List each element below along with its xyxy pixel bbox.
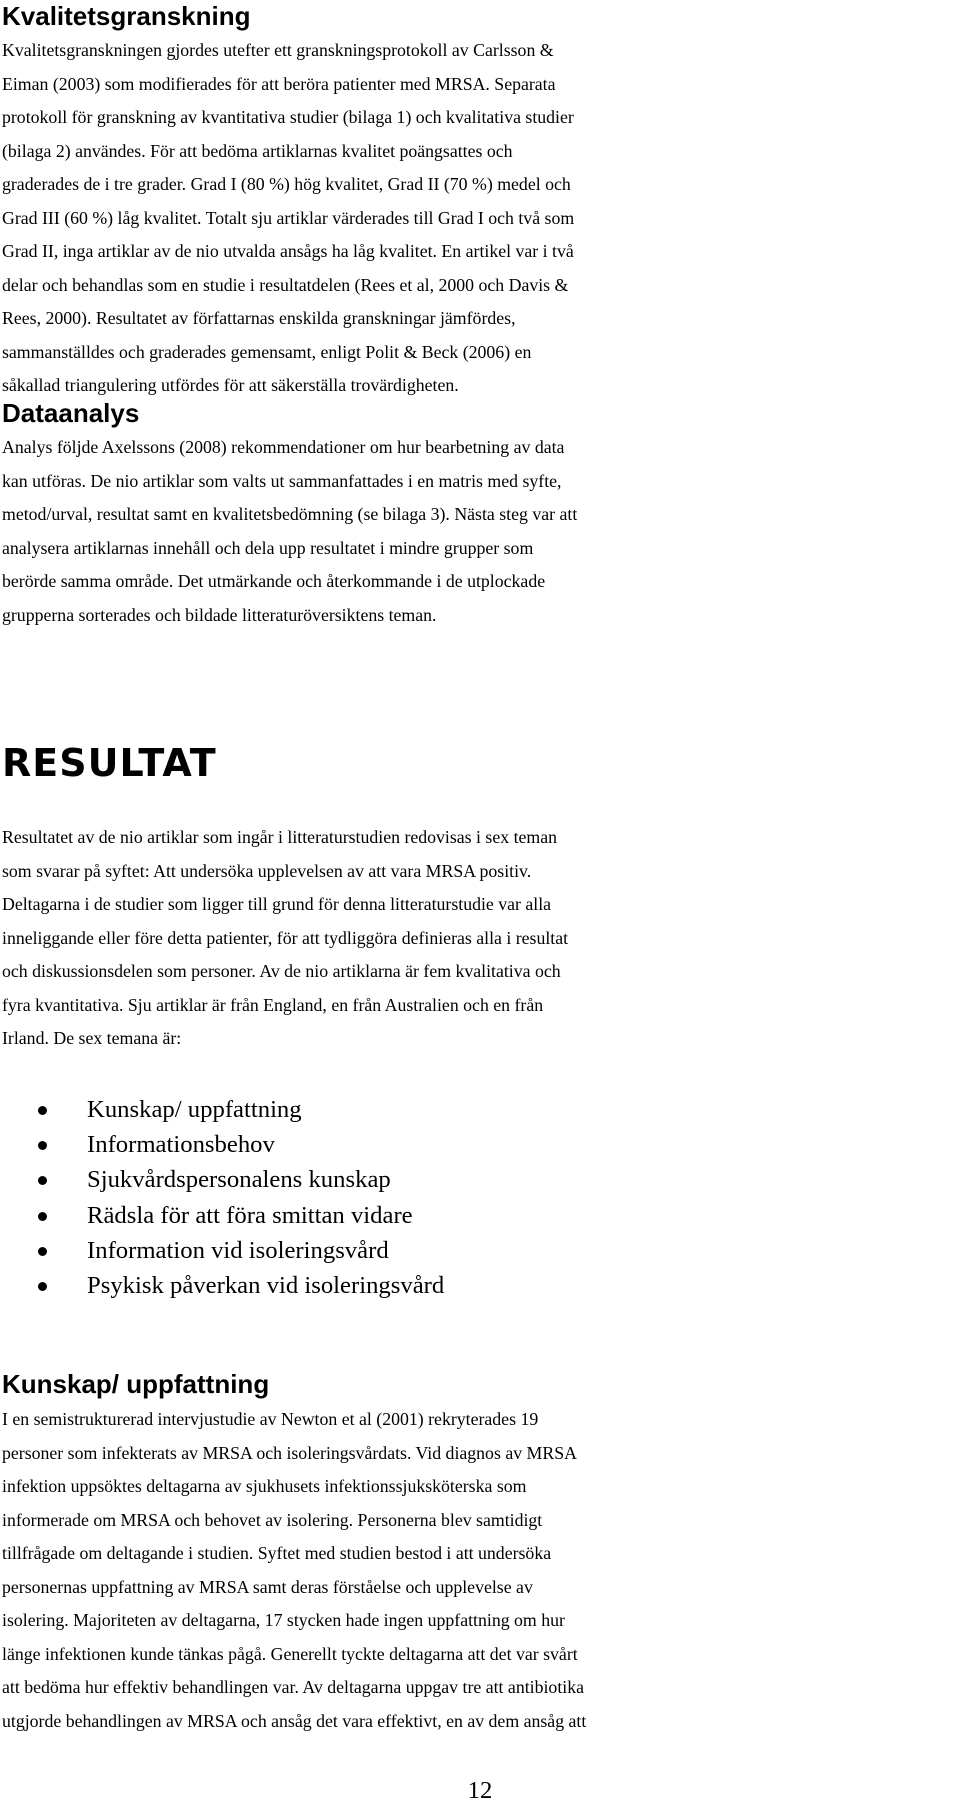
paragraph-kunskap: [2, 1403, 960, 1738]
bullet-icon: [38, 1247, 47, 1256]
bullet-icon: [38, 1141, 47, 1150]
text-line: Grad II, inga artiklar av de nio utvalda ansågs ha låg kvalitet. En artikel var i två: [2, 241, 574, 261]
list-item-label: Rädsla för att föra smittan vidare: [87, 1201, 413, 1229]
text-line: metod/urval, resultat samt en kvalitetsbedömning (se bilaga 3). Nästa steg var att: [2, 504, 578, 524]
paragraph-kvalitetsgranskning: [2, 34, 960, 403]
text-line: personernas uppfattning av MRSA samt deras förståelse och upplevelse av: [2, 1576, 533, 1597]
paragraph-resultat: [2, 821, 960, 1056]
text-line: informerade om MRSA och behovet av isolering. Personerna blev samtidigt: [2, 1509, 543, 1530]
text-line: personer som infekterats av MRSA och isoleringsvårdats. Vid diagnos av MRSA: [2, 1442, 577, 1463]
text-line: inneliggande eller före detta patienter, för att tydliggöra definieras alla i resultat: [2, 927, 569, 948]
list-item-label: Information vid isoleringsvård: [87, 1236, 389, 1264]
bullet-icon: [38, 1282, 47, 1291]
list-item-label: Kunskap/ uppfattning: [87, 1096, 302, 1123]
list-item-label: Sjukvårdspersonalens kunskap: [87, 1166, 391, 1194]
text-line: att bedöma hur effektiv behandlingen var. Av deltagarna uppgav tre att antibiotika: [2, 1677, 584, 1697]
text-line: grupperna sorterades och bildade litteraturöversiktens teman.: [2, 604, 437, 625]
list-item-label: Informationsbehov: [87, 1131, 275, 1159]
text-line: och diskussionsdelen som personer. Av de nio artiklarna är fem kvalitativa och: [2, 961, 561, 981]
bullet-icon: [38, 1176, 47, 1185]
text-line: Resultatet av de nio artiklar som ingår i litteraturstudien redovisas i sex teman: [2, 827, 558, 847]
paragraph-dataanalys: [2, 431, 960, 632]
text-line: utgjorde behandlingen av MRSA och ansåg det vara effektivt, en av dem ansåg att: [2, 1710, 587, 1731]
text-line: Grad III (60 %) låg kvalitet. Totalt sju artiklar värderades till Grad I och två som: [2, 207, 575, 228]
text-line: isolering. Majoriteten av deltagarna, 17 stycken hade ingen uppfattning om hur: [2, 1610, 565, 1630]
text-line: delar och behandlas som en studie i resultatdelen (Rees et al, 2000 och Davis &: [2, 274, 569, 295]
bullet-icon: [38, 1212, 47, 1221]
text-line: sammanställdes och graderades gemensamt, enligt Polit & Beck (2006) en: [2, 341, 532, 362]
text-line: Rees, 2000). Resultatet av författarnas enskilda granskningar jämfördes,: [2, 308, 516, 328]
page-number: 12: [467, 1777, 493, 1804]
text-line: graderades de i tre grader. Grad I (80 %) hög kvalitet, Grad II (70 %) medel och: [2, 174, 571, 194]
text-line: tillfrågade om deltagande i studien. Syftet med studien bestod i att undersöka: [2, 1543, 552, 1563]
text-line: Eiman (2003) som modifierades för att beröra patienter med MRSA. Separata: [2, 73, 556, 94]
heading-dataanalys: Dataanalys: [2, 398, 140, 428]
bullet-icon: [38, 1106, 47, 1115]
heading-resultat: RESULTAT: [2, 741, 217, 785]
text-line: protokoll för granskning av kvantitativa studier (bilaga 1) och kvalitativa studier: [2, 107, 574, 127]
text-line: infektion uppsöktes deltagarna av sjukhusets infektionssjuksköterska som: [2, 1476, 527, 1496]
text-line: Analys följde Axelssons (2008) rekommendationer om hur bearbetning av data: [2, 437, 565, 457]
text-line: fyra kvantitativa. Sju artiklar är från England, en från Australien och en från: [2, 994, 544, 1015]
text-line: berörde samma område. Det utmärkande och återkommande i de utplockade: [2, 571, 546, 591]
text-line: analysera artiklarnas innehåll och dela upp resultatet i mindre grupper som: [2, 537, 534, 558]
list-item-label: Psykisk påverkan vid isoleringsvård: [87, 1271, 445, 1299]
text-line: (bilaga 2) användes. För att bedöma artiklarnas kvalitet poängsattes och: [2, 140, 513, 161]
text-line: I en semistrukturerad intervjustudie av Newton et al (2001) rekryterades 19: [2, 1409, 539, 1429]
text-line: såkallad triangulering utfördes för att säkerställa trovärdigheten.: [2, 375, 459, 395]
text-line: länge infektionen kunde tänkas pågå. Generellt tyckte deltagarna att det var svårt: [2, 1643, 578, 1664]
text-line: Irland. De sex temana är:: [2, 1028, 182, 1048]
text-line: Kvalitetsgranskningen gjordes utefter ett granskningsprotokoll av Carlsson &: [2, 40, 554, 60]
text-line: kan utföras. De nio artiklar som valts ut sammanfattades i en matris med syfte,: [2, 470, 562, 491]
heading-kunskap-uppfattning: Kunskap/ uppfattning: [2, 1369, 270, 1399]
text-line: Deltagarna i de studier som ligger till grund för denna litteraturstudie var alla: [2, 894, 552, 914]
text-line: som svarar på syftet: Att undersöka upplevelsen av att vara MRSA positiv.: [2, 860, 532, 881]
heading-kvalitetsgranskning: Kvalitetsgranskning: [2, 1, 251, 31]
